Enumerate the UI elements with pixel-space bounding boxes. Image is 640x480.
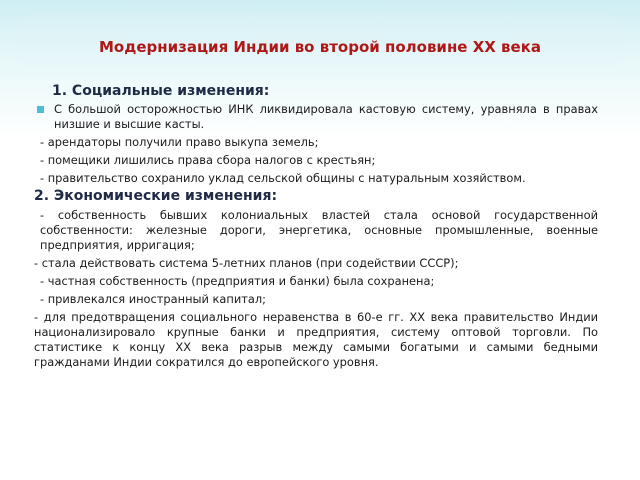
section2-heading: 2. Экономические изменения: <box>34 188 278 204</box>
section1-bullet-text: С большой осторожностью ИНК ликвидировала кастовую систему, уравняла в правах низшие и высшие касты. <box>54 102 598 131</box>
section1-item: - правительство сохранило уклад сельской общины с натуральным хозяйством. <box>40 171 526 185</box>
section1-item: - помещики лишились права сбора налогов с крестьян; <box>40 153 376 167</box>
section2-item: - привлекался иностранный капитал; <box>40 292 266 306</box>
section2-item: - собственность бывших колониальных властей стала основой государственной собственности: железные дороги, энергетика, основные промышленные, военные предприятия, ирригация; <box>40 208 598 252</box>
slide-content <box>34 84 598 373</box>
slide-title: Модернизация Индии во второй половине ХХ века <box>98 38 542 56</box>
section2-item: - для предотвращения социального неравенства в 60-е гг. ХХ века правительство Индии национализировало крупные банки и предприятия, систему оптовой торговли. По статистике к концу ХХ века разрыв между самыми богатыми и самыми бедными гражданами Индии сократился до европейского уровня. <box>34 310 598 369</box>
section2-item: - частная собственность (предприятия и банки) была сохранена; <box>40 274 435 288</box>
section2-item: - стала действовать система 5-летних планов (при содействии СССР); <box>34 256 459 270</box>
section1-item: - арендаторы получили право выкупа земель; <box>40 135 319 149</box>
section1-bullet <box>34 102 598 132</box>
square-bullet-icon <box>37 106 44 113</box>
section1-heading: 1. Социальные изменения: <box>52 83 270 99</box>
